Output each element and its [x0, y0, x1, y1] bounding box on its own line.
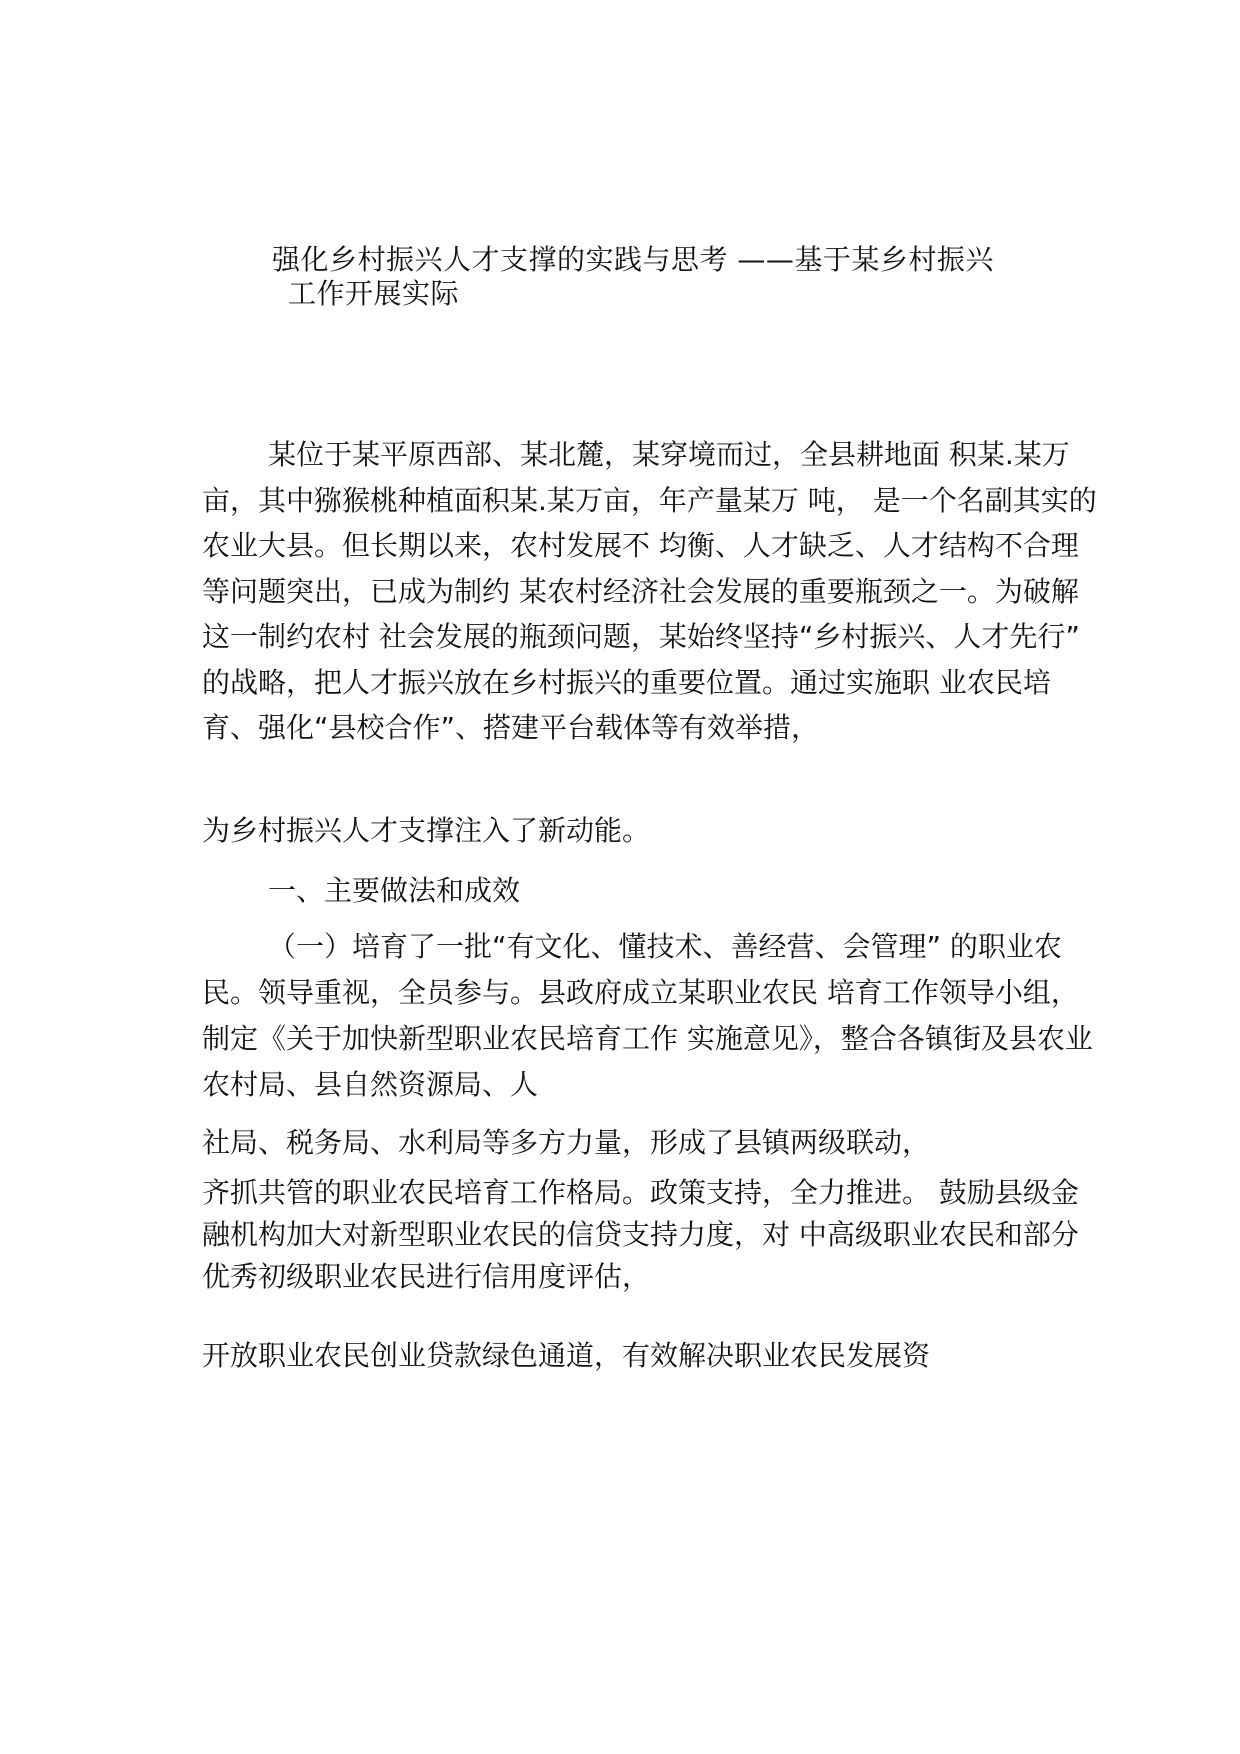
intro-paragraph-end: 为乡村振兴人才支撑注入了新动能。: [202, 814, 651, 847]
document-title: [272, 243, 1032, 311]
title-line-2: 工作开展实际: [288, 277, 460, 310]
section-1-paragraph-2: 社局、税务局、水利局等多方力量，形成了县镇两级联动，: [202, 1126, 931, 1159]
section-1-paragraph-4: 开放职业农民创业贷款绿色通道，有效解决职业农民发展资: [202, 1339, 931, 1372]
intro-paragraph: 某位于某平原西部、某北麓，某穿境而过，全县耕地面 积某.某万亩，其中猕猴桃种植面积某.某万亩，年产量某万 吨， 是一个名副其实的农业大县。但长期以来，农村发展不 均衡、人才缺乏、人才结构不合理等问题突出，已成为制约 某农村经济社会发展的重要瓶颈之一。为破解这一制约农村 社会发展的瓶颈问题，某始终坚持“乡村振兴、人才先行” 的战略，把人才振兴放在乡村振兴的重要位置。通过实施职 业农民培育、强化“县校合作”、搭建平台载体等有效举措，: [202, 438, 1097, 744]
section-1-paragraph-3: 齐抓共管的职业农民培育工作格局。政策支持，全力推进。 鼓励县级金融机构加大对新型职业农民的信贷支持力度，对 中高级职业农民和部分优秀初级职业农民进行信用度评估，: [202, 1176, 1079, 1293]
title-line-1: 强化乡村振兴人才支撑的实践与思考 ——基于某乡村振兴: [272, 243, 994, 276]
section-1-paragraph-1: （一）培育了一批“有文化、懂技术、善经营、会管理” 的职业农民。领导重视，全员参与。县政府成立某职业农民 培育工作领导小组，制定《关于加快新型职业农民培育工作 实施意见》，整合各镇街及县农业农村局、县自然资源局、人: [202, 930, 1093, 1101]
section-1-heading: 一、主要做法和成效: [268, 874, 521, 907]
